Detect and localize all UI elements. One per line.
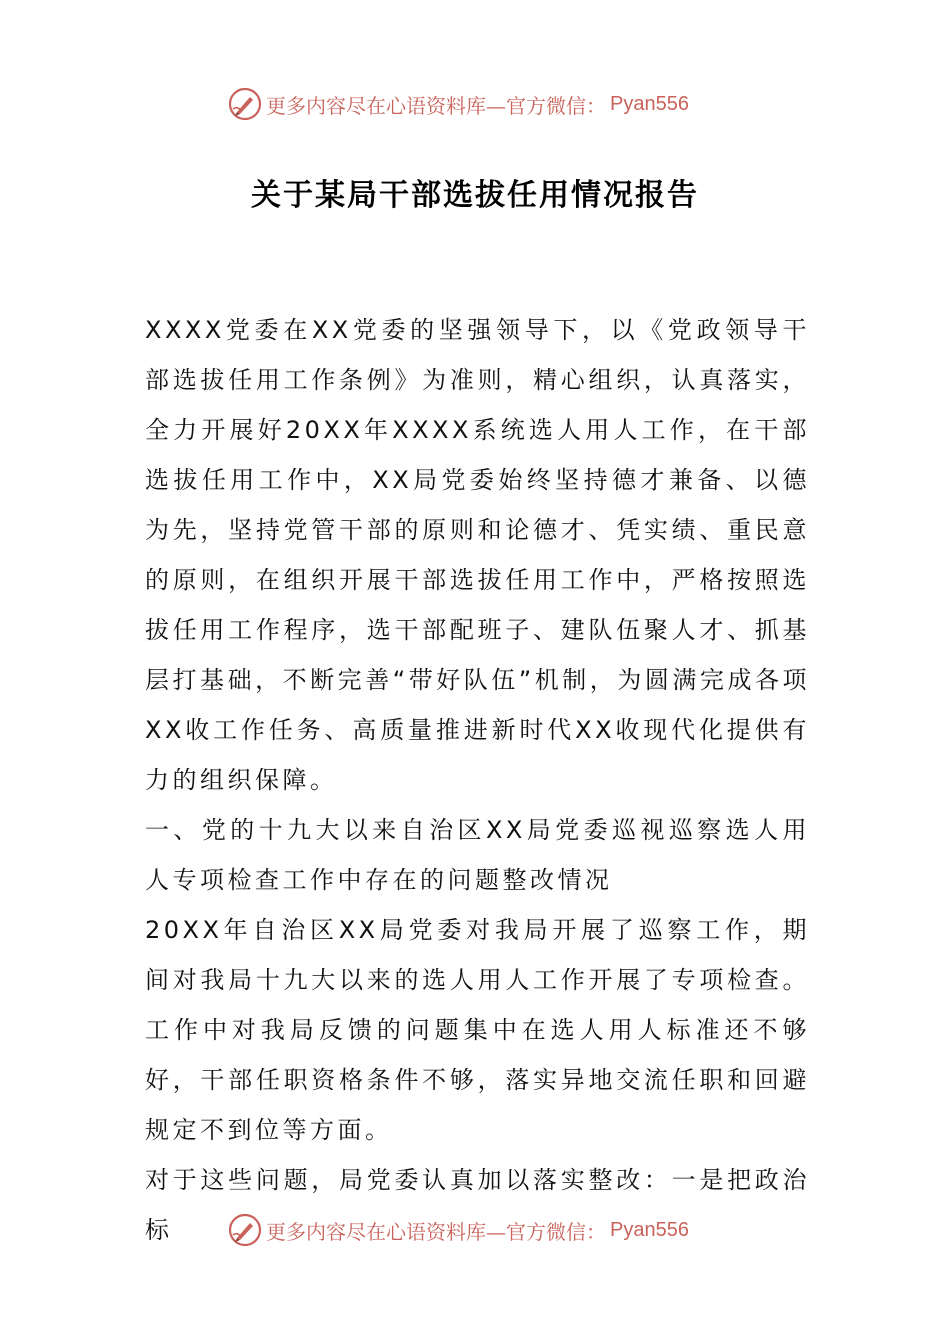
watermark-banner-bottom xyxy=(228,1210,748,1250)
pen-logo-icon xyxy=(228,1213,262,1247)
section-heading-1: 一、党的十九大以来自治区XX局党委巡视巡察选人用人专项检查工作中存在的问题整改情况 xyxy=(145,816,810,894)
watermark-banner-top xyxy=(228,84,748,124)
paragraph-rectification: 对于这些问题，局党委认真加以落实整改：一是把政治标 xyxy=(145,1166,810,1244)
watermark-id: Pyan556 xyxy=(610,92,689,115)
watermark-text: 更多内容尽在心语资料库—官方微信： xyxy=(266,93,606,118)
paragraph-intro: XXXX党委在XX党委的坚强领导下，以《党政领导干部选拔任用工作条例》为准则，精心组织，认真落实，全力开展好20XX年XXXX系统选人用人工作，在干部选拔任用工作中，XX局党委始终坚持德才兼备、以德为先，坚持党管干部的原则和论德才、凭实绩、重民意的原则，在组织开展干部选拔任用工作中，严格按照选拔任用工作程序，选干部配班子、建队伍聚人才、抓基层打基础，不断完善“带好队伍”机制，为圆满完成各项XX收工作任务、高质量推进新时代XX收现代化提供有力的组织保障。 xyxy=(145,316,810,794)
watermark-id: Pyan556 xyxy=(610,1218,689,1241)
watermark-text: 更多内容尽在心语资料库—官方微信： xyxy=(266,1219,606,1244)
paragraph-inspection: 20XX年自治区XX局党委对我局开展了巡察工作，期间对我局十九大以来的选人用人工作开展了专项检查。工作中对我局反馈的问题集中在选人用人标准还不够好，干部任职资格条件不够，落实异地交流任职和回避规定不到位等方面。 xyxy=(145,916,810,1144)
document-body xyxy=(145,305,810,1255)
pen-logo-icon xyxy=(228,87,262,121)
document-title: 关于某局干部选拔任用情况报告 xyxy=(251,178,699,213)
